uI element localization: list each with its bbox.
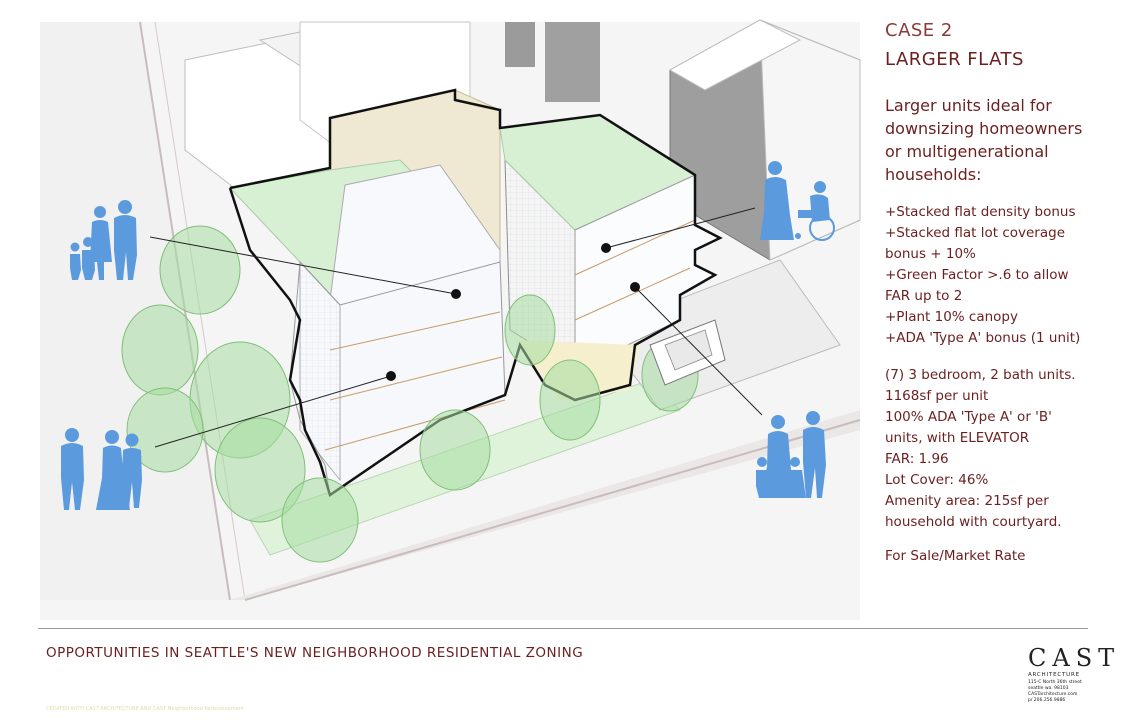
spec-line: Lot Cover: 46% bbox=[885, 472, 989, 488]
footer-title: OPPORTUNITIES IN SEATTLE'S NEW NEIGHBORHOOD RESIDENTIAL ZONING bbox=[46, 645, 584, 661]
intro-line: or multigenerational bbox=[885, 142, 1049, 161]
bonus-line: bonus + 10% bbox=[885, 246, 976, 262]
bonus-line: +Stacked flat lot coverage bbox=[885, 225, 1066, 241]
logo-wordmark: CAST bbox=[1028, 644, 1121, 672]
bonus-line: +Green Factor >.6 to allow bbox=[885, 267, 1069, 283]
footer-divider bbox=[38, 628, 1088, 629]
cast-logo bbox=[1028, 644, 1121, 704]
spec-line: (7) 3 bedroom, 2 bath units. bbox=[885, 367, 1076, 383]
tower-gray-1 bbox=[505, 22, 535, 67]
spec-line: household with courtyard. bbox=[885, 514, 1062, 530]
spec-line: units, with ELEVATOR bbox=[885, 430, 1030, 446]
bonus-line: +ADA 'Type A' bonus (1 unit) bbox=[885, 330, 1081, 346]
address-line: p/ 206.256.9886 bbox=[1028, 698, 1066, 703]
case-title: LARGER FLATS bbox=[885, 49, 1024, 70]
bonus-list bbox=[885, 202, 1115, 349]
spec-line: 1168sf per unit bbox=[885, 388, 989, 404]
case-number: CASE 2 bbox=[885, 20, 953, 41]
spec-line: Amenity area: 215sf per bbox=[885, 493, 1049, 509]
address-line: 115-C North 36th street bbox=[1028, 680, 1082, 685]
bonus-line: FAR up to 2 bbox=[885, 288, 963, 304]
info-panel bbox=[885, 18, 1115, 564]
spec-line: FAR: 1.96 bbox=[885, 451, 949, 467]
intro-text bbox=[885, 94, 1115, 186]
logo-address bbox=[1028, 680, 1098, 704]
intro-line: households: bbox=[885, 165, 982, 184]
intro-line: Larger units ideal for bbox=[885, 96, 1052, 115]
sale-status: For Sale/Market Rate bbox=[885, 548, 1026, 564]
tower-gray-2 bbox=[545, 22, 600, 102]
spec-line: 100% ADA 'Type A' or 'B' bbox=[885, 409, 1052, 425]
logo-subtitle: ARCHITECTURE bbox=[1028, 672, 1080, 678]
address-line: seattle wa. 98103 bbox=[1028, 686, 1069, 691]
address-line: CASTarchitecture.com bbox=[1028, 692, 1078, 697]
footer-note: CREATED WITH CAST ARCHITECTURE AND CAST Neighborhood Redevelopment bbox=[46, 706, 244, 712]
spec-list bbox=[885, 365, 1115, 533]
bonus-line: +Plant 10% canopy bbox=[885, 309, 1018, 325]
intro-line: downsizing homeowners bbox=[885, 119, 1083, 138]
bonus-line: +Stacked flat density bonus bbox=[885, 204, 1076, 220]
